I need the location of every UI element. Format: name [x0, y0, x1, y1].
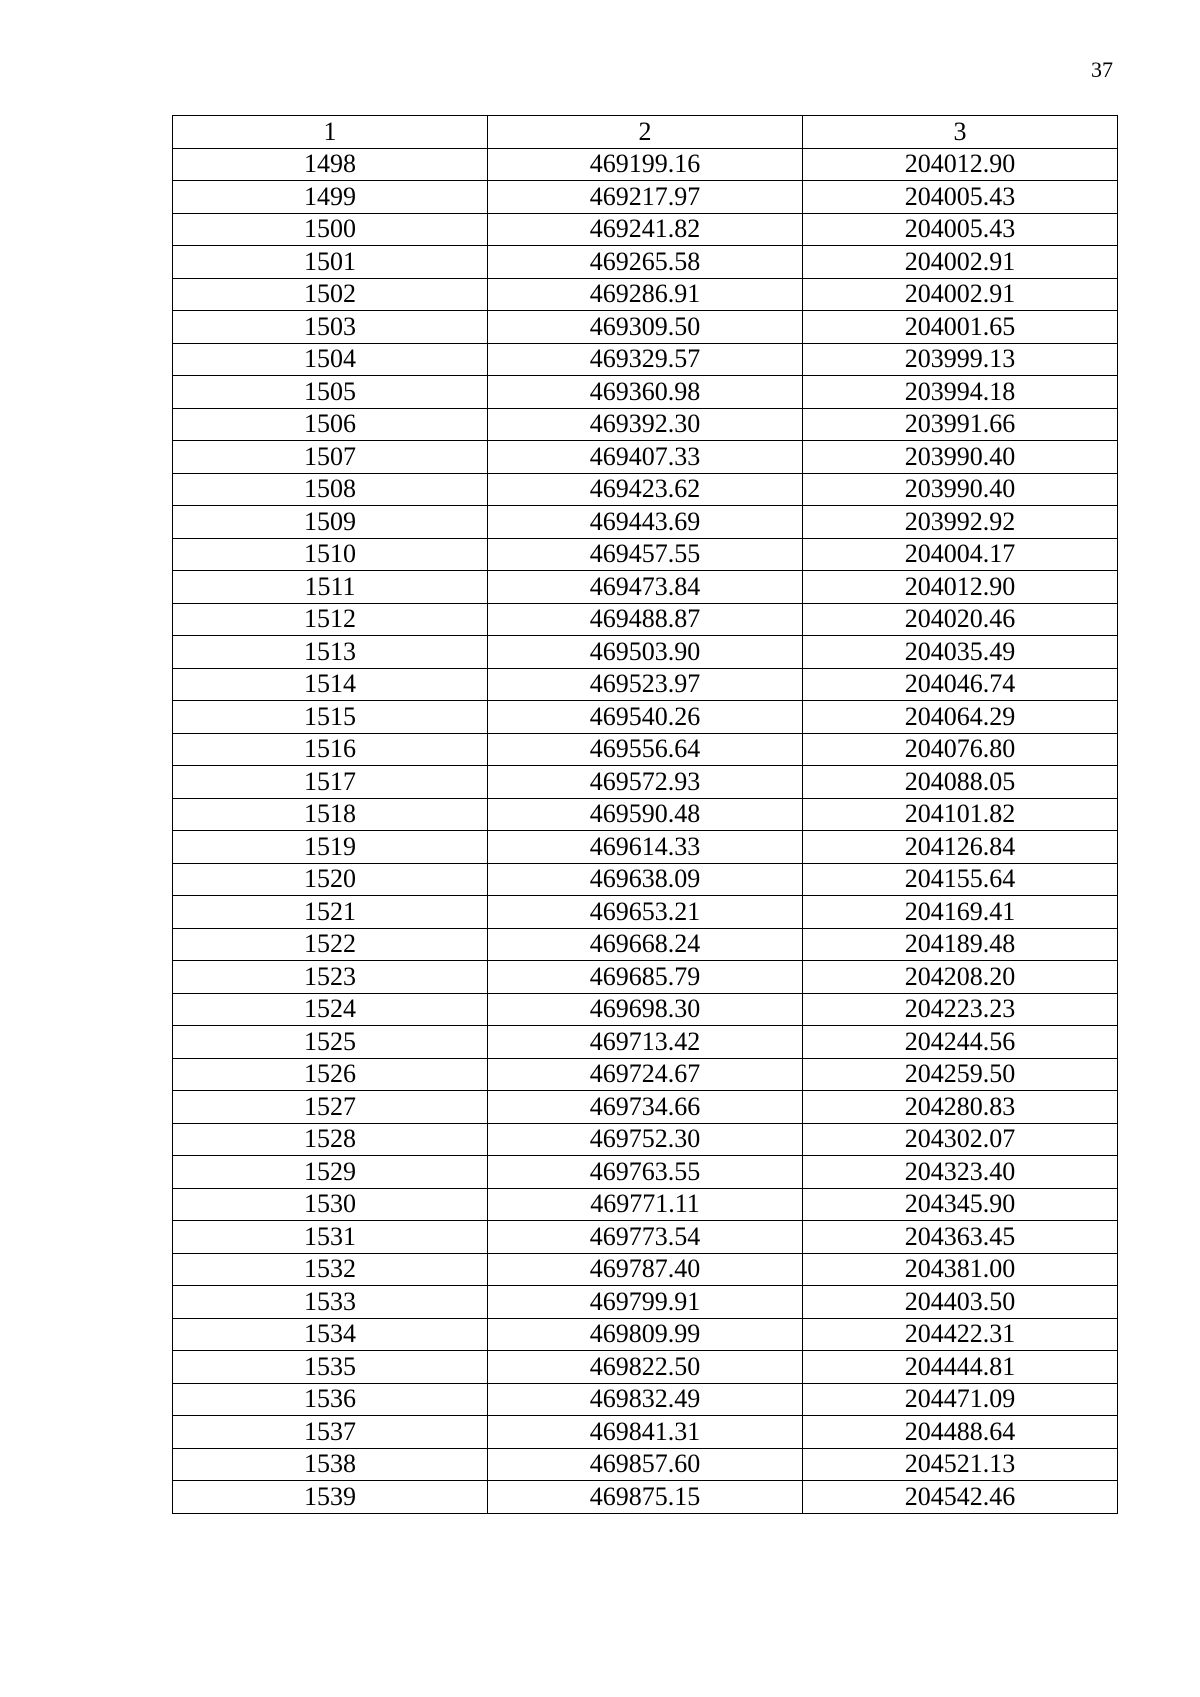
table-row [173, 896, 1118, 929]
x-coordinate-cell: 469503.90 [488, 636, 803, 669]
table-row [173, 538, 1118, 571]
y-coordinate-cell: 204126.84 [803, 831, 1118, 864]
table-header [173, 116, 1118, 149]
point-number-cell: 1518 [173, 798, 488, 831]
table-row [173, 311, 1118, 344]
point-number-cell: 1500 [173, 213, 488, 246]
table-row [173, 213, 1118, 246]
table-row [173, 766, 1118, 799]
point-number-cell: 1521 [173, 896, 488, 929]
table-row [173, 603, 1118, 636]
y-coordinate-cell: 204363.45 [803, 1221, 1118, 1254]
y-coordinate-cell: 203990.40 [803, 473, 1118, 506]
x-coordinate-cell: 469407.33 [488, 441, 803, 474]
point-number-cell: 1517 [173, 766, 488, 799]
y-coordinate-cell: 204005.43 [803, 181, 1118, 214]
table-row [173, 1448, 1118, 1481]
y-coordinate-cell: 204005.43 [803, 213, 1118, 246]
x-coordinate-cell: 469685.79 [488, 961, 803, 994]
point-number-cell: 1499 [173, 181, 488, 214]
y-coordinate-cell: 204521.13 [803, 1448, 1118, 1481]
table-row [173, 1221, 1118, 1254]
point-number-cell: 1515 [173, 701, 488, 734]
x-coordinate-cell: 469329.57 [488, 343, 803, 376]
y-coordinate-cell: 203999.13 [803, 343, 1118, 376]
table-row [173, 863, 1118, 896]
y-coordinate-cell: 204064.29 [803, 701, 1118, 734]
y-coordinate-cell: 203991.66 [803, 408, 1118, 441]
table-row [173, 441, 1118, 474]
x-coordinate-cell: 469360.98 [488, 376, 803, 409]
x-coordinate-cell: 469392.30 [488, 408, 803, 441]
y-coordinate-cell: 204004.17 [803, 538, 1118, 571]
point-number-cell: 1525 [173, 1026, 488, 1059]
point-number-cell: 1513 [173, 636, 488, 669]
point-number-cell: 1532 [173, 1253, 488, 1286]
point-number-cell: 1519 [173, 831, 488, 864]
point-number-cell: 1535 [173, 1351, 488, 1384]
y-coordinate-cell: 204012.90 [803, 148, 1118, 181]
table-row [173, 1286, 1118, 1319]
y-coordinate-cell: 204542.46 [803, 1481, 1118, 1514]
x-coordinate-cell: 469457.55 [488, 538, 803, 571]
x-coordinate-cell: 469822.50 [488, 1351, 803, 1384]
point-number-cell: 1520 [173, 863, 488, 896]
table-row [173, 473, 1118, 506]
x-coordinate-cell: 469698.30 [488, 993, 803, 1026]
y-coordinate-cell: 204101.82 [803, 798, 1118, 831]
page-number: 37 [1091, 57, 1113, 82]
x-coordinate-cell: 469540.26 [488, 701, 803, 734]
column-header-2: 2 [488, 116, 803, 149]
x-coordinate-cell: 469724.67 [488, 1058, 803, 1091]
x-coordinate-cell: 469799.91 [488, 1286, 803, 1319]
y-coordinate-cell: 204422.31 [803, 1318, 1118, 1351]
table-row [173, 1481, 1118, 1514]
table-row [173, 1091, 1118, 1124]
x-coordinate-cell: 469787.40 [488, 1253, 803, 1286]
x-coordinate-cell: 469734.66 [488, 1091, 803, 1124]
x-coordinate-cell: 469523.97 [488, 668, 803, 701]
point-number-cell: 1523 [173, 961, 488, 994]
y-coordinate-cell: 203990.40 [803, 441, 1118, 474]
x-coordinate-cell: 469199.16 [488, 148, 803, 181]
table-row [173, 246, 1118, 279]
y-coordinate-cell: 204046.74 [803, 668, 1118, 701]
y-coordinate-cell: 204471.09 [803, 1383, 1118, 1416]
x-coordinate-cell: 469653.21 [488, 896, 803, 929]
table-row [173, 1318, 1118, 1351]
point-number-cell: 1526 [173, 1058, 488, 1091]
table-row [173, 506, 1118, 539]
x-coordinate-cell: 469572.93 [488, 766, 803, 799]
x-coordinate-cell: 469771.11 [488, 1188, 803, 1221]
table-row [173, 1123, 1118, 1156]
x-coordinate-cell: 469875.15 [488, 1481, 803, 1514]
x-coordinate-cell: 469473.84 [488, 571, 803, 604]
point-number-cell: 1510 [173, 538, 488, 571]
point-number-cell: 1507 [173, 441, 488, 474]
point-number-cell: 1512 [173, 603, 488, 636]
x-coordinate-cell: 469773.54 [488, 1221, 803, 1254]
y-coordinate-cell: 204345.90 [803, 1188, 1118, 1221]
y-coordinate-cell: 204223.23 [803, 993, 1118, 1026]
y-coordinate-cell: 204002.91 [803, 278, 1118, 311]
point-number-cell: 1536 [173, 1383, 488, 1416]
point-number-cell: 1516 [173, 733, 488, 766]
point-number-cell: 1511 [173, 571, 488, 604]
point-number-cell: 1503 [173, 311, 488, 344]
column-header-1: 1 [173, 116, 488, 149]
y-coordinate-cell: 204488.64 [803, 1416, 1118, 1449]
point-number-cell: 1537 [173, 1416, 488, 1449]
table-row [173, 831, 1118, 864]
point-number-cell: 1501 [173, 246, 488, 279]
point-number-cell: 1505 [173, 376, 488, 409]
x-coordinate-cell: 469832.49 [488, 1383, 803, 1416]
y-coordinate-cell: 204280.83 [803, 1091, 1118, 1124]
table-row [173, 148, 1118, 181]
coordinates-table [172, 115, 1118, 1514]
x-coordinate-cell: 469286.91 [488, 278, 803, 311]
y-coordinate-cell: 203992.92 [803, 506, 1118, 539]
table-row [173, 1156, 1118, 1189]
table-row [173, 928, 1118, 961]
y-coordinate-cell: 204001.65 [803, 311, 1118, 344]
y-coordinate-cell: 204259.50 [803, 1058, 1118, 1091]
point-number-cell: 1509 [173, 506, 488, 539]
table-row [173, 1253, 1118, 1286]
point-number-cell: 1504 [173, 343, 488, 376]
y-coordinate-cell: 204244.56 [803, 1026, 1118, 1059]
x-coordinate-cell: 469763.55 [488, 1156, 803, 1189]
table-row [173, 961, 1118, 994]
x-coordinate-cell: 469638.09 [488, 863, 803, 896]
table-row [173, 798, 1118, 831]
y-coordinate-cell: 204076.80 [803, 733, 1118, 766]
y-coordinate-cell: 204012.90 [803, 571, 1118, 604]
table-row [173, 1188, 1118, 1221]
table-row [173, 1351, 1118, 1384]
y-coordinate-cell: 204035.49 [803, 636, 1118, 669]
y-coordinate-cell: 204088.05 [803, 766, 1118, 799]
x-coordinate-cell: 469556.64 [488, 733, 803, 766]
x-coordinate-cell: 469713.42 [488, 1026, 803, 1059]
x-coordinate-cell: 469752.30 [488, 1123, 803, 1156]
table-row [173, 343, 1118, 376]
x-coordinate-cell: 469809.99 [488, 1318, 803, 1351]
y-coordinate-cell: 204002.91 [803, 246, 1118, 279]
point-number-cell: 1498 [173, 148, 488, 181]
table-row [173, 1416, 1118, 1449]
x-coordinate-cell: 469443.69 [488, 506, 803, 539]
x-coordinate-cell: 469590.48 [488, 798, 803, 831]
y-coordinate-cell: 204020.46 [803, 603, 1118, 636]
point-number-cell: 1514 [173, 668, 488, 701]
table-row [173, 181, 1118, 214]
point-number-cell: 1529 [173, 1156, 488, 1189]
point-number-cell: 1524 [173, 993, 488, 1026]
table-row [173, 376, 1118, 409]
column-header-3: 3 [803, 116, 1118, 149]
point-number-cell: 1530 [173, 1188, 488, 1221]
table-row [173, 993, 1118, 1026]
point-number-cell: 1534 [173, 1318, 488, 1351]
y-coordinate-cell: 204323.40 [803, 1156, 1118, 1189]
point-number-cell: 1531 [173, 1221, 488, 1254]
table-row [173, 733, 1118, 766]
x-coordinate-cell: 469423.62 [488, 473, 803, 506]
x-coordinate-cell: 469857.60 [488, 1448, 803, 1481]
table-row [173, 408, 1118, 441]
x-coordinate-cell: 469614.33 [488, 831, 803, 864]
y-coordinate-cell: 204208.20 [803, 961, 1118, 994]
point-number-cell: 1506 [173, 408, 488, 441]
y-coordinate-cell: 204302.07 [803, 1123, 1118, 1156]
point-number-cell: 1533 [173, 1286, 488, 1319]
x-coordinate-cell: 469265.58 [488, 246, 803, 279]
x-coordinate-cell: 469309.50 [488, 311, 803, 344]
table-row [173, 668, 1118, 701]
point-number-cell: 1528 [173, 1123, 488, 1156]
point-number-cell: 1508 [173, 473, 488, 506]
point-number-cell: 1539 [173, 1481, 488, 1514]
point-number-cell: 1522 [173, 928, 488, 961]
table-row [173, 1026, 1118, 1059]
table-row [173, 701, 1118, 734]
x-coordinate-cell: 469217.97 [488, 181, 803, 214]
y-coordinate-cell: 203994.18 [803, 376, 1118, 409]
y-coordinate-cell: 204155.64 [803, 863, 1118, 896]
header-row [173, 116, 1118, 149]
table-row [173, 278, 1118, 311]
x-coordinate-cell: 469488.87 [488, 603, 803, 636]
table-body [173, 148, 1118, 1513]
point-number-cell: 1538 [173, 1448, 488, 1481]
x-coordinate-cell: 469668.24 [488, 928, 803, 961]
y-coordinate-cell: 204444.81 [803, 1351, 1118, 1384]
point-number-cell: 1502 [173, 278, 488, 311]
table-row [173, 636, 1118, 669]
x-coordinate-cell: 469241.82 [488, 213, 803, 246]
x-coordinate-cell: 469841.31 [488, 1416, 803, 1449]
y-coordinate-cell: 204189.48 [803, 928, 1118, 961]
table-row [173, 1383, 1118, 1416]
y-coordinate-cell: 204381.00 [803, 1253, 1118, 1286]
table-row [173, 1058, 1118, 1091]
point-number-cell: 1527 [173, 1091, 488, 1124]
y-coordinate-cell: 204403.50 [803, 1286, 1118, 1319]
y-coordinate-cell: 204169.41 [803, 896, 1118, 929]
table-row [173, 571, 1118, 604]
